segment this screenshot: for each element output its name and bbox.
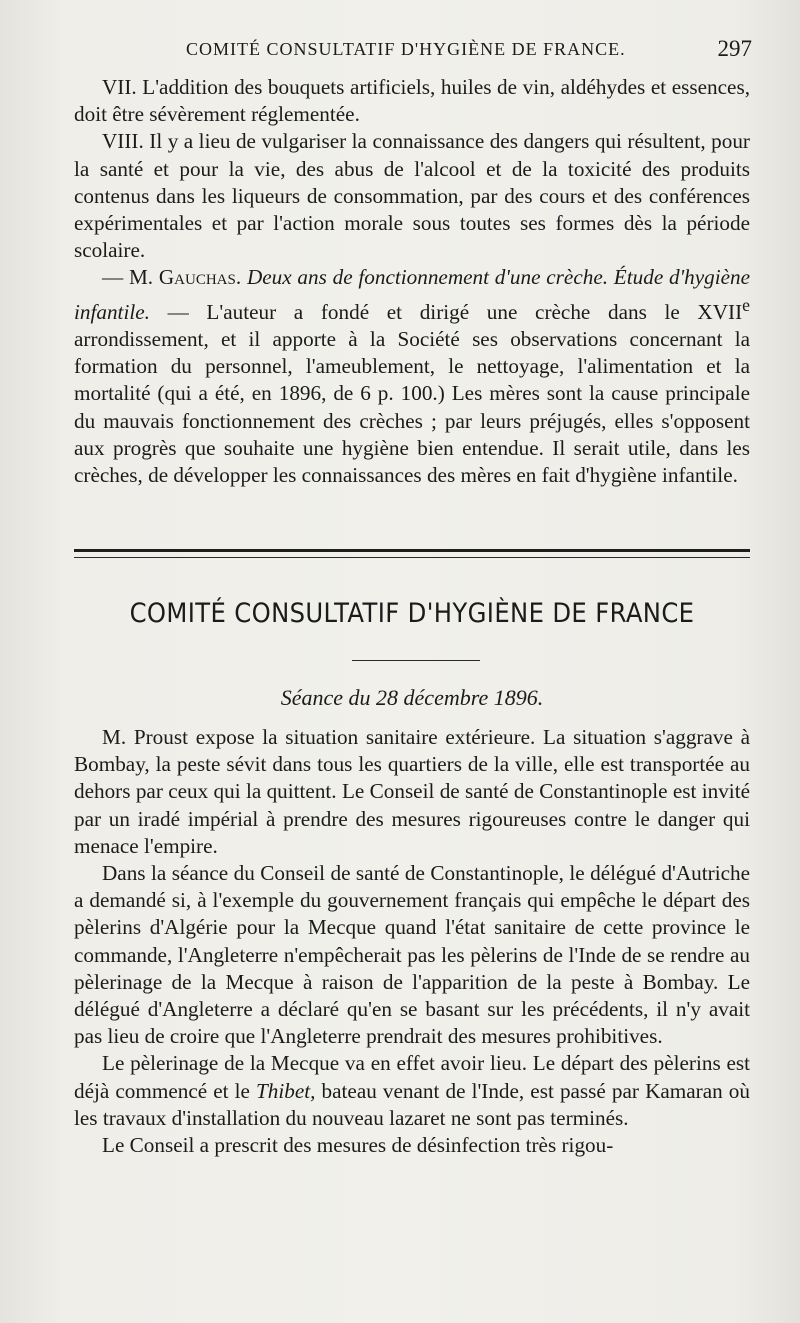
paragraph-1: M. Proust expose la situation sanitaire extérieure. La situation s'aggrave à Bombay, la peste sévit dans tous les quartiers de la ville, elle est transportée au dehors par ceux qui la quittent. Le Conseil de santé de Constantinople est invité par un iradé impérial à prendre des mesures rigoureuses contre le danger qui menace l'empire.	[74, 725, 750, 858]
section-title: COMITÉ CONSULTATIF D'HYGIÈNE DE FRANCE	[129, 598, 695, 629]
section-divider	[74, 549, 750, 558]
previous-section-text	[74, 74, 750, 489]
paragraph-3	[74, 1050, 750, 1132]
paragraph-3-a: Le pèlerinage de la Mecque va en effet avoir lieu. Le départ des pèlerins est déjà commencé et le	[74, 1051, 750, 1103]
paragraph-item-7: VII. L'addition des bouquets artificiels, huiles de vin, aldéhydes et essences, doit être sévèrement réglementée.	[74, 75, 750, 127]
gauchas-text-b: arrondissement, et il apporte à la Société ses observations concernant la formation du personnel, l'ameublement, le nettoyage, l'alimentation et la mortalité (qui a été, en 1896, de 6 p. 100.) Les mères sont la cause principale du mauvais fonctionnement des crèches ; par leurs préjugés, elles s'opposent aux progrès que souhaite une hygiène bien entendue. Il serait utile, dans les crèches, de développer les connaissances des mères en fait d'hygiène infantile.	[74, 326, 750, 487]
paragraph-4: Le Conseil a prescrit des mesures de désinfection très rigou-	[102, 1133, 614, 1158]
author-name: Gauchas	[158, 265, 236, 290]
ordinal-suffix: e	[742, 294, 750, 315]
section-body	[74, 724, 750, 1159]
ship-name: Thibet,	[256, 1078, 316, 1103]
paragraph-gauchas	[74, 264, 750, 489]
gauchas-after-name: .	[235, 265, 247, 290]
title-underline	[352, 660, 480, 661]
page-header	[74, 34, 764, 68]
running-head: COMITÉ CONSULTATIF D'HYGIÈNE DE FRANCE.	[186, 39, 626, 59]
paragraph-3-b: bateau venant de l'Inde, est passé par Kamaran où les travaux d'installation du nouveau lazaret ne sont pas terminés.	[74, 1078, 750, 1130]
page-number: 297	[717, 36, 752, 61]
paragraph-2: Dans la séance du Conseil de santé de Constantinople, le délégué d'Autriche a demandé si, à l'exemple du gouvernement français qui empêche le départ des pèlerins d'Algérie pour la Mecque quand l'état sanitaire de cette province le commande, l'Angleterre n'empêcherait pas les pèlerins de l'Inde de se rendre au pèlerinage de la Mecque à raison de l'apparition de la peste à Bombay. Le délégué d'Angleterre a déclaré qu'en se basant sur les précédents, il n'y avait pas lieu de croire que l'Angleterre prendrait des mesures prohibitives.	[74, 861, 750, 1049]
gauchas-lead: — M.	[102, 265, 159, 290]
gauchas-text-a: — L'auteur a fondé et dirigé une crèche dans le XVII	[149, 299, 743, 324]
work-title: Deux ans de fonctionnement d'une crèche. Étude d'hygiène infantile.	[74, 265, 751, 324]
paragraph-item-8: VIII. Il y a lieu de vulgariser la connaissance des dangers qui résultent, pour la santé et pour la vie, des abus de l'alcool et de la toxicité des produits contenus dans les liqueurs de consommation, par des cours et des conférences expérimentales et par l'action morale sous toutes ses formes dès la période scolaire.	[74, 129, 750, 263]
session-date: Séance du 28 décembre 1896.	[280, 685, 544, 710]
